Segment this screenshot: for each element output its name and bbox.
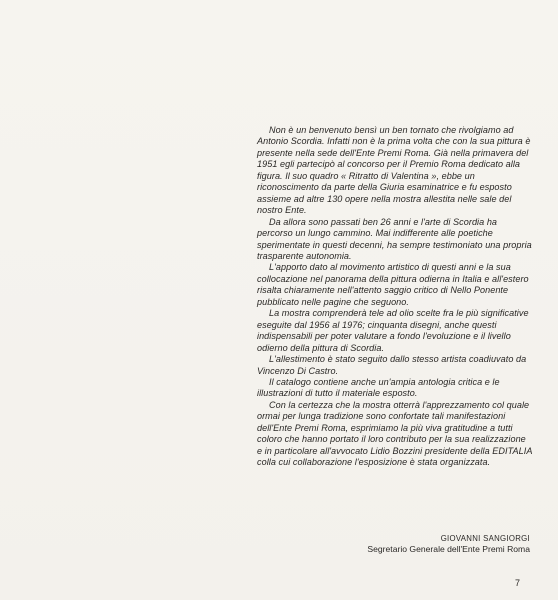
paragraph: L'apporto dato al movimento artistico di questi anni e la sua collocazione nel panorama della pittura odierna in Italia e all'estero risalta chiaramente nell'attento saggio critico di Nello Ponente pubblicato nelle pagine che seguono.: [257, 262, 529, 307]
paragraph: La mostra comprenderà tele ad olio scelte fra le più significative eseguite dal 1956 al 1976; cinquanta disegni, anche questi indispensabili per poter valutare a fondo l'evoluzione e il livello odierno della pittura di Scordia.: [257, 308, 529, 353]
paragraph: Il catalogo contiene anche un'ampia antologia critica e le illustrazioni di tutto il materiale esposto.: [257, 376, 500, 399]
signature-block: [330, 533, 530, 555]
signature-role: Segretario Generale dell'Ente Premi Roma: [367, 544, 530, 554]
paragraph: Non è un benvenuto bensì un ben tornato che rivolgiamo ad Antonio Scordia. Infatti non è la prima volta che con la sua pittura è presente nella sede dell'Ente Premi Roma. Già nella primavera del 1951 egli partecipò al concorso per il Premio Roma dedicato alla figura. Il suo quadro « Ritratto di Valentina », ebbe un riconoscimento da parte della Giuria esaminatrice e fu esposto assieme ad altre 130 opere nella mostra allestita nelle sale del nostro Ente.: [257, 125, 531, 216]
paragraph: Con la certezza che la mostra otterrà l'apprezzamento col quale ormai per lunga tradizione sono confortate tali manifestazioni dell'Ente Premi Roma, esprimiamo la più viva gratitudine a tutti coloro che hanno portato il loro contributo per la sua realizzazione e in particolare all'avvocato Lidio Bozzini presidente della EDITALIA colla cui collaborazione l'esposizione è stata organizzata.: [257, 399, 533, 468]
article-body: [257, 125, 533, 469]
paragraph: Da allora sono passati ben 26 anni e l'arte di Scordia ha percorso un lungo cammino. Mai indifferente alle poetiche sperimentate in questi decenni, ha sempre testimoniato una propria trasparente autonomia.: [257, 216, 532, 261]
paragraph: L'allestimento è stato seguito dallo stesso artista coadiuvato da Vincenzo Di Castro.: [257, 354, 527, 376]
signature-name: GIOVANNI SANGIORGI: [440, 534, 530, 543]
page-number: 7: [514, 578, 520, 588]
